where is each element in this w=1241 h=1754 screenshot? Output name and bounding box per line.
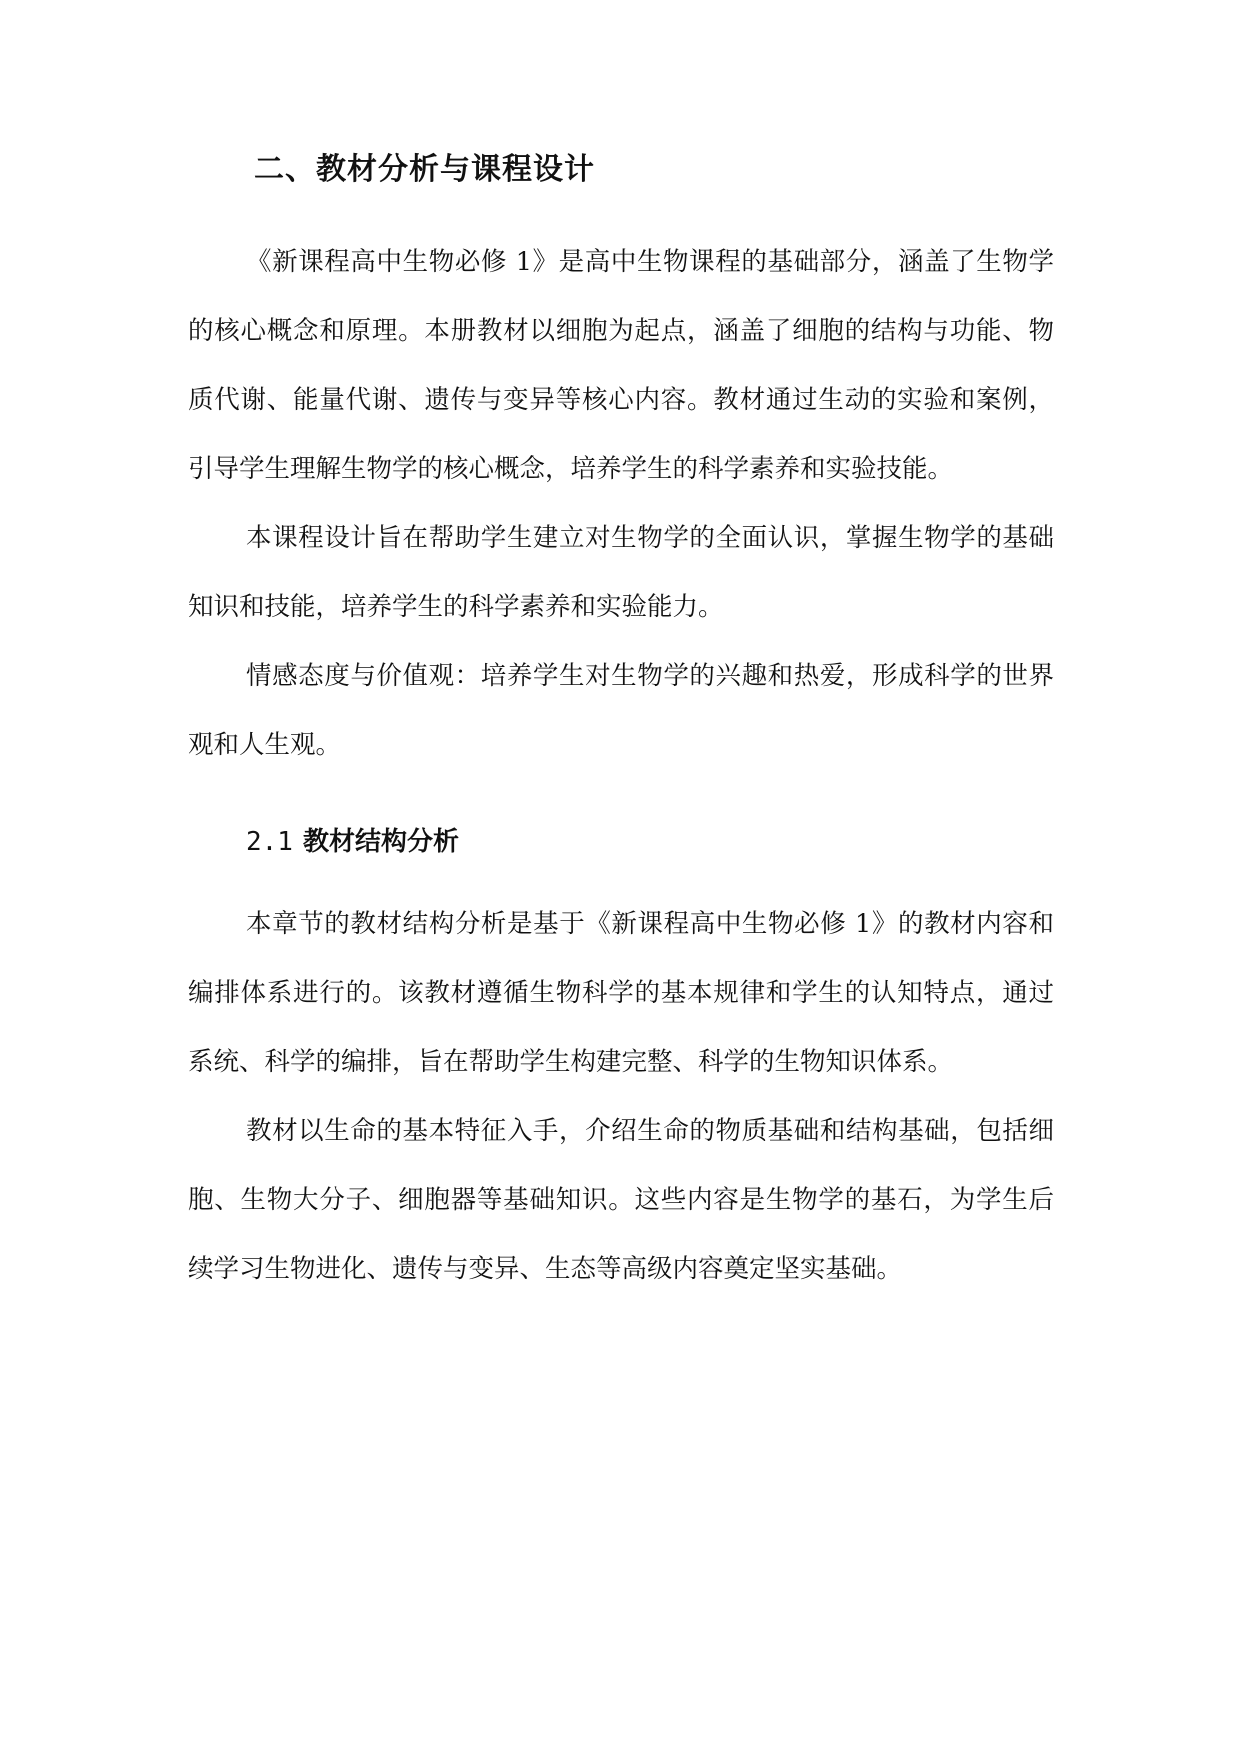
paragraph-content-foundation: 教材以生命的基本特征入手，介绍生命的物质基础和结构基础，包括细胞、生物大分子、细胞器等基础知识。这些内容是生物学的基石，为学生后续学习生物进化、遗传与变异、生态等高级内容奠定坚实基础。 [188,1116,1054,1284]
subsection-number: 2.1 [246,827,293,857]
paragraph-design-goal: 本课程设计旨在帮助学生建立对生物学的全面认识，掌握生物学的基础知识和技能，培养学生的科学素养和实验能力。 [188,523,1054,622]
document-body [188,150,1054,1304]
section-heading: 二、教材分析与课程设计 [254,152,595,187]
paragraph-values: 情感态度与价值观：培养学生对生物学的兴趣和热爱，形成科学的世界观和人生观。 [188,661,1054,760]
subsection-heading [246,822,1054,862]
paragraph-structure-basis: 本章节的教材结构分析是基于《新课程高中生物必修 1》的教材内容和编排体系进行的。该教材遵循生物科学的基本规律和学生的认知特点，通过系统、科学的编排，旨在帮助学生构建完整、科学的生物知识体系。 [188,909,1054,1077]
subsection-title: 教材结构分析 [302,827,459,857]
paragraph-intro: 《新课程高中生物必修 1》是高中生物课程的基础部分，涵盖了生物学的核心概念和原理。本册教材以细胞为起点，涵盖了细胞的结构与功能、物质代谢、能量代谢、遗传与变异等核心内容。教材通过生动的实验和案例，引导学生理解生物学的核心概念，培养学生的科学素养和实验技能。 [188,247,1054,484]
